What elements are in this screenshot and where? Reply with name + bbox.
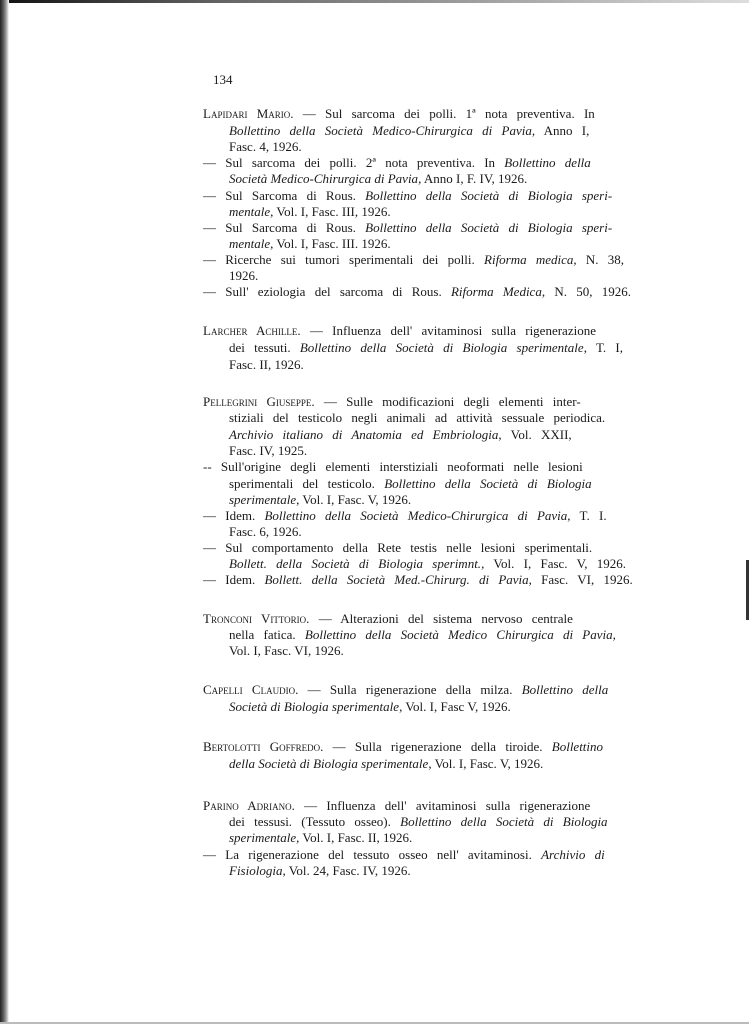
entry-line [229,699,511,714]
journal-title: Bollettino della Società di Biologia speri- [365,188,613,203]
journal-title: Bollettino [551,739,604,754]
citation-text: — Sul sarcoma dei polli. 2ª nota preventiva. In [203,155,505,170]
citation-text: — Sulla rigenerazione della tiroide. [323,739,552,754]
citation-text: Fasc. II, 1926. [229,357,304,372]
entry-line [229,643,344,658]
citation-text: stiziali del testicolo negli animali ad attività sessuale periodica. [229,410,606,425]
citation-text: Fasc. IV, 1925. [229,443,308,458]
entry-line [229,476,592,491]
journal-title: Riforma Medica [450,284,542,299]
entry-line [229,492,411,507]
journal-title: Bollettino della [521,682,609,697]
journal-title: Società di Biologia sperimentale [229,699,400,714]
author-name: Capelli Claudio. [203,682,299,697]
entry-heading-line [203,106,595,121]
citation-text: — Ricerche sui tumori sperimentali dei polli. [203,252,485,267]
citation-text: , N. 38, [573,252,625,267]
journal-title: Bollett. della Società Med.-Chirurg. di Pavia [264,572,529,587]
journal-title: della Società di Biologia sperimentale [229,756,429,771]
journal-title: Riforma medica [484,252,574,267]
page-number: 134 [213,72,233,87]
citation-text: , Vol. I, Fasc. V, 1926. [428,756,544,771]
entry-line [229,427,572,442]
citation-text: , Anno I, F. IV, 1926. [418,171,528,186]
entry-line [229,236,391,251]
citation-text: Vol. I, Fasc. II, 1926. [299,830,413,845]
journal-title: Archivio di [541,847,605,862]
citation-text: Vol. I, Fasc. III. 1926. [273,236,391,251]
citation-text: — Sulla rigenerazione della milza. [298,682,522,697]
entry-line [229,410,605,425]
citation-text: — Alterazioni del sistema nervoso centrale [309,611,573,626]
author-name: Parino Adriano. [203,798,295,813]
entry-line [229,123,589,138]
entry-line [229,171,527,186]
journal-title: Bollett. della Società di Biologia sperimnt. [229,556,482,571]
citation-text: — Idem. [203,572,265,587]
citation-text: — Sul Sarcoma di Rous. [203,220,366,235]
author-name: Bertolotti Goffredo. [203,739,324,754]
journal-title: Bollettino della Società di Biologia speri- [365,220,613,235]
entry-line [203,284,631,299]
entry-line [229,863,411,878]
journal-title: Bollettino della [504,155,591,170]
journal-title: mentale, [229,236,274,251]
entry-line [203,540,592,555]
citation-text: Fasc. 6, 1926. [229,524,302,539]
citation-text: — Sulle modificazioni degli elementi inter- [314,394,581,409]
journal-title: Bollettino della Società di Biologia [384,476,592,491]
entry-line [203,847,605,862]
citation-text: Vol. 24, Fasc. IV, 1926. [285,863,411,878]
citation-text: Vol. I, Fasc. VI, 1926. [229,643,344,658]
citation-text: , Anno I, [531,123,590,138]
author-name: Larcher Achille. [203,323,301,338]
entry-line [229,204,391,219]
citation-text: , Vol. I, Fasc. V, 1926. [296,492,412,507]
entry-line [203,252,624,267]
entry-line [229,139,302,154]
citation-text: -- Sull'origine degli elementi interstiziali neoformati nelle lesioni [203,459,583,474]
entry-line [229,627,616,642]
journal-title: sperimentale [229,492,297,507]
entry-heading-line [203,394,581,409]
journal-title: Società Medico-Chirurgica di Pavia [229,171,419,186]
journal-title: Bollettino della Società di Biologia sperimentale [299,340,584,355]
entry-line [229,268,258,283]
citation-text: 1926. [229,268,259,283]
entry-heading-line [203,798,590,813]
entry-heading-line [203,611,573,626]
entry-line [203,220,612,235]
citation-text: — Idem. [203,508,265,523]
journal-title: Bollettino della Società Medico-Chirurgica di Pavia [229,123,532,138]
citation-text: — Influenza dell' avitaminosi sulla rigenerazione [300,323,596,338]
citation-text: — Sul Sarcoma di Rous. [203,188,366,203]
journal-title: Bollettino della Società Medico-Chirurgica di Pavia [264,508,568,523]
author-name: Tronconi Vittorio. [203,611,310,626]
entry-heading-line [203,682,608,697]
author-name: Lapidari Mario. [203,106,294,121]
journal-title: mentale, [229,204,274,219]
entry-line [229,340,623,355]
entry-line [229,524,302,539]
entry-line [229,814,608,829]
citation-text: , T. I. [567,508,607,523]
journal-title: Archivio italiano di Anatomia ed Embriologia [229,427,499,442]
citation-text: — Influenza dell' avitaminosi sulla rigenerazione [294,798,591,813]
entry-line [229,830,412,845]
scan-border-left [0,0,9,1024]
citation-text: — Sul sarcoma dei polli. 1ª nota preventiva. In [293,106,595,121]
citation-text: , Vol. I, Fasc V, 1926. [399,699,511,714]
citation-text: nella fatica. [229,627,305,642]
citation-text: , T. I, [583,340,624,355]
citation-text: — Sull' eziologia del sarcoma di Rous. [203,284,451,299]
entry-line [229,443,307,458]
entry-heading-line [203,739,603,754]
citation-text: dei tessusi. (Tessuto osseo). [229,814,401,829]
scan-border-top [0,0,749,3]
entry-line [203,188,612,203]
citation-text: — La rigenerazione del tessuto osseo nell' avitaminosi. [203,847,542,862]
author-name: Pellegrini Giuseppe. [203,394,315,409]
journal-title: sperimentale, [229,830,300,845]
citation-text: Fasc. 4, 1926. [229,139,302,154]
citation-text: , Vol. I, Fasc. V, 1926. [481,556,627,571]
entry-line [203,572,633,587]
journal-title: Fisiologia, [229,863,286,878]
citation-text: Vol. I, Fasc. III, 1926. [273,204,391,219]
entry-line [229,357,304,372]
entry-line [203,459,583,474]
entry-line [203,155,591,170]
entry-line [229,756,543,771]
citation-text: , Fasc. VI, 1926. [528,572,633,587]
entry-heading-line [203,323,596,338]
journal-title: Bollettino della Società Medico Chirurgica di Pavia, [304,627,616,642]
citation-text: dei tessuti. [229,340,300,355]
citation-text: , N. 50, 1926. [541,284,631,299]
journal-title: Bollettino della Società di Biologia [400,814,608,829]
entry-line [203,508,607,523]
entry-line [229,556,626,571]
citation-text: — Sul comportamento della Rete testis nelle lesioni sperimentali. [203,540,593,555]
citation-text: sperimentali del testicolo. [229,476,385,491]
citation-text: , Vol. XXII, [498,427,572,442]
